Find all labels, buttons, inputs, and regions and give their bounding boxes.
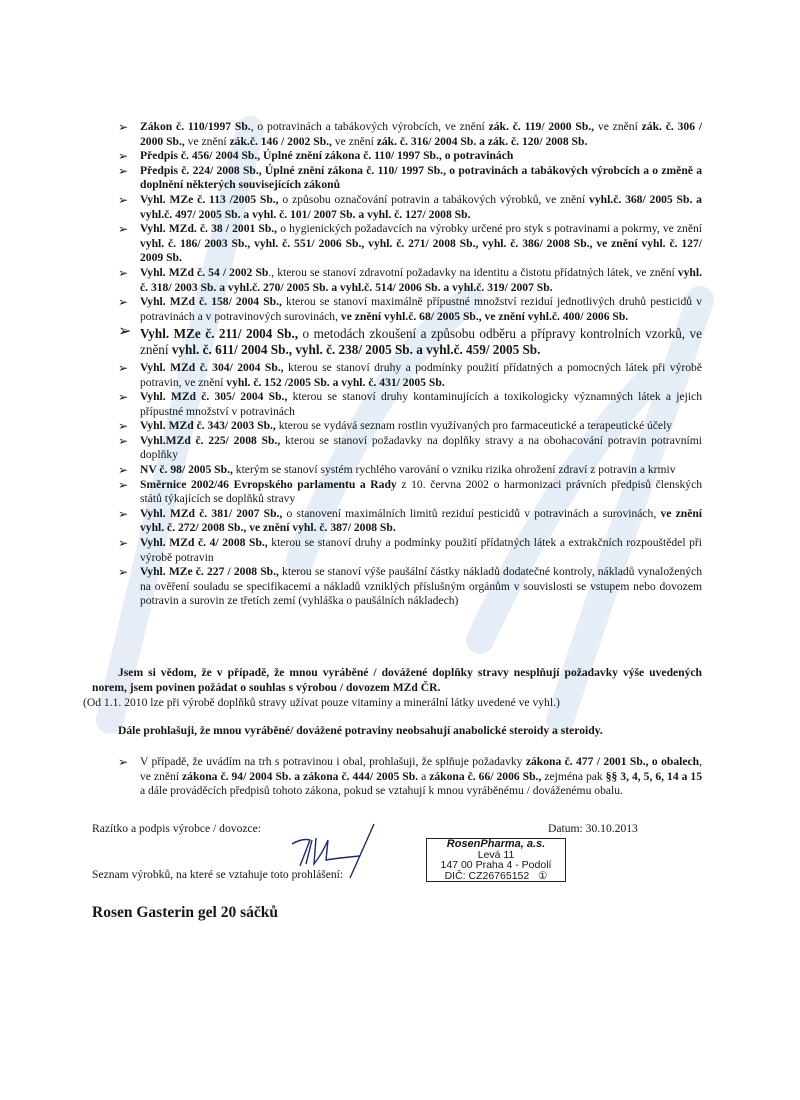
bold-text: Zákon č. 110/1997 Sb.: [140, 120, 251, 133]
text: o hygienických požadavcích na výrobky určené pro styk s potravinami a pokrmy, ve znění: [277, 222, 703, 236]
text: V případě, že uvádím na trh s potravinou i obal, prohlašuji, že splňuje požadavky: [140, 755, 526, 768]
text: a dále prováděcích předpisů tohoto zákona, pokud se vztahují k mnou vyráběnému / dováženému obalu.: [140, 784, 623, 798]
product-name: Rosen Gasterin gel 20 sáčků: [92, 904, 278, 921]
bold-text: zákona č. 94/ 2004 Sb. a zákona č. 444/ 2005 Sb.: [182, 769, 419, 783]
text: kterou se stanoví maximálně přípustné množství reziduí jednotlivých druhů pesticidů v potravinách a v potravinových surovinách,: [140, 295, 702, 323]
text: zejména pak: [541, 769, 606, 783]
bold-text: zák. č. 316/ 2004 Sb. a zák. č. 120/ 2008 Sb.: [376, 134, 588, 148]
arrow-bullet-icon: ➢: [118, 565, 129, 580]
bold-text: Vyhl. MZd č. 304/ 2004 Sb.,: [140, 360, 284, 374]
steroids-statement: Dále prohlašuji, že mnou vyráběné/ dovážené potraviny neobsahují anabolické steroidy a steroidy.: [118, 724, 603, 737]
arrow-bullet-icon: ➢: [118, 506, 129, 521]
bold-text: §§ 3, 4, 5, 6, 14 a 15: [605, 769, 702, 783]
list-item: [118, 323, 702, 358]
text: ve znění: [594, 120, 642, 133]
list-item: [118, 295, 702, 324]
list-item: [118, 120, 702, 149]
arrow-bullet-icon: ➢: [118, 323, 132, 341]
list-item: [118, 434, 702, 463]
signature-label: Razítko a podpis výrobce / dovozce:: [92, 822, 262, 835]
text: , ve znění: [140, 755, 702, 783]
arrow-bullet-icon: ➢: [118, 163, 129, 178]
list-item: [118, 222, 702, 266]
bold-text: Vyhl. MZd. č. 38 / 2001 Sb.,: [140, 222, 278, 236]
bold-text: vyhl. č. 318/ 2003 Sb. a vyhl.č. 270/ 2005 Sb. a vyhl.č. 514/ 2006 Sb. a vyhl.č. 319/ 2007 Sb.: [140, 265, 702, 294]
text: kterou se stanoví požadavky na doplňky stravy a na obohacování potravin potravními doplňky: [140, 433, 702, 462]
list-item: [118, 390, 702, 419]
text: kterou se stanoví výše paušální částky nákladů dodatečné kontroly, nákladů vynaložených na ověření souladu se specifikacemi a nákladů vzniklých příslušným orgánům v souvislosti se vstupem nebo dovozem potravin a surovin ze třetích zemí (vyhláška o paušálních nákladech): [140, 565, 702, 608]
text: ve znění: [184, 134, 230, 148]
awareness-statement: Jsem si vědom, že v případě, že mnou vyráběné / dovážené doplňky stravy nesplňují požadavky výše uvedených norem, jsem povinen požádat o souhlas s výrobou / dovozem MZd ČR.: [92, 666, 702, 694]
products-label: Seznam výrobků, na které se vztahuje toto prohlášení:: [92, 868, 344, 881]
bold-text: zákona č. 66/ 2006 Sb.,: [429, 769, 542, 783]
arrow-bullet-icon: ➢: [118, 149, 129, 164]
vitamins-note: (Od 1.1. 2010 lze při výrobě doplňků stravy užívat pouze vitamíny a minerální látky uvedené ve vyhl.): [83, 696, 560, 709]
list-item: [118, 463, 702, 478]
arrow-bullet-icon: ➢: [118, 390, 129, 405]
list-item: [118, 149, 702, 164]
bold-text: Vyhl. MZd č. 381/ 2007 Sb.,: [140, 506, 283, 520]
list-item: [118, 755, 702, 799]
arrow-bullet-icon: ➢: [118, 360, 129, 375]
stamp-mark: ①: [537, 869, 548, 882]
bold-text: vyhl. č. 152 /2005 Sb. a vyhl. č. 431/ 2005 Sb.: [226, 375, 445, 389]
list-item: [118, 164, 702, 193]
list-item: [118, 536, 702, 565]
text: kterou se vydává seznam rostlin využívaných pro farmaceutické a terapeutické účely: [275, 419, 673, 433]
text: , o potravinách a tabákových výrobcích, ve znění: [250, 120, 489, 133]
list-item: [118, 419, 702, 434]
bold-text: Vyhl.MZd č. 225/ 2008 Sb.,: [140, 433, 281, 447]
text: ve znění: [331, 134, 377, 148]
text: o metodách zkoušení a způsobu odběru a přípravy kontrolních vzorků, ve znění: [140, 326, 702, 358]
text: ., kterou se stanoví zdravotní požadavky na identitu a čistotu přídatných látek, ve znění: [268, 265, 678, 279]
text: kterou se stanoví druhy a podmínky použití přídatných a pomocných látek při výrobě potravin, ve znění: [140, 360, 703, 389]
text: kterou se stanoví druhy a podmínky použití přídatných látek a extrakčních rozpouštědel při výrobě potravin: [140, 536, 703, 564]
company-stamp: [426, 838, 566, 882]
date: Datum: 30.10.2013: [548, 822, 638, 835]
arrow-bullet-icon: ➢: [118, 192, 129, 207]
arrow-bullet-icon: ➢: [118, 419, 129, 434]
arrow-bullet-icon: ➢: [118, 463, 129, 478]
bold-text: vyhl.č. 368/ 2005 Sb. a vyhl.č. 497/ 2005 Sb. a vyhl. č. 101/ 2007 Sb. a vyhl. č. 127/ 2008 Sb.: [140, 192, 702, 221]
list-item: [118, 507, 702, 536]
bold-text: zák.č. 146 / 2002 Sb.,: [229, 134, 332, 148]
bold-text: vyhl. č. 186/ 2003 Sb., vyhl. č. 551/ 2006 Sb., vyhl. č. 271/ 2008 Sb., vyhl. č. 386/ 2008 Sb., ve znění vyhl. č. 127/ 2009 Sb.: [140, 236, 702, 265]
stamp-street: Levá 11: [477, 848, 515, 861]
list-item: [118, 565, 702, 609]
bold-text: Vyhl. MZd č. 158/ 2004 Sb.,: [140, 295, 282, 309]
text: a: [418, 769, 430, 783]
bold-text: Vyhl. MZd č. 305/ 2004 Sb.,: [140, 390, 288, 404]
arrow-bullet-icon: ➢: [118, 265, 129, 280]
text: kterou se stanoví druhy kontaminujících a toxikologicky významných látek a jejich přípustné množství v potravinách: [140, 390, 702, 418]
arrow-bullet-icon: ➢: [118, 222, 129, 237]
packaging-list: [118, 755, 702, 799]
stamp-city: 147 00 Praha 4 - Podolí: [440, 859, 552, 871]
bold-text: ve znění vyhl. č. 272/ 2008 Sb., ve znění vyhl. č. 387/ 2008 Sb.: [140, 506, 703, 535]
bold-text: Vyhl. MZe č. 211/ 2004 Sb.,: [140, 326, 299, 342]
bold-text: ve znění vyhl.č. 68/ 2005 Sb., ve znění vyhl.č. 400/ 2006 Sb.: [340, 309, 629, 323]
bold-text: vyhl. č. 611/ 2004 Sb., vyhl. č. 238/ 2005 Sb. a vyhl.č. 459/ 2005 Sb.: [171, 342, 541, 358]
bold-text: NV č. 98/ 2005 Sb.,: [140, 463, 233, 477]
arrow-bullet-icon: ➢: [118, 755, 129, 769]
list-item: [118, 266, 702, 295]
stamp-dic: DIČ: CZ26765152: [444, 869, 530, 882]
legislation-list: [118, 120, 702, 609]
text: z 10. června 2002 o harmonizaci právních předpisů členských států týkajících se doplňků stravy: [140, 477, 703, 506]
bold-text: Předpis č. 224/ 2008 Sb., Úplné znění zákona č. 110/ 1997 Sb., o potravinách a tabákových výrobcích a o změně a doplnění některých souvisejících zákonů: [140, 163, 702, 192]
bold-text: Vyhl. MZe č. 227 / 2008 Sb.,: [140, 565, 279, 579]
arrow-bullet-icon: ➢: [118, 433, 129, 448]
bold-text: Vyhl. MZe č. 113 /2005 Sb.,: [140, 192, 279, 206]
arrow-bullet-icon: ➢: [118, 295, 129, 310]
bold-text: zák. č. 306 / 2000 Sb.,: [140, 120, 703, 148]
text: o stanovení maximálních limitů reziduí pesticidů v potravinách a surovinách,: [282, 506, 661, 520]
arrow-bullet-icon: ➢: [118, 536, 129, 551]
stamp-company: RosenPharma, a.s.: [446, 838, 546, 850]
list-item: [118, 193, 702, 222]
bold-text: Vyhl. MZd č. 54 / 2002 Sb: [140, 265, 269, 279]
list-item: [118, 478, 702, 507]
bold-text: Vyhl. MZd č. 343/ 2003 Sb.,: [140, 419, 276, 433]
bold-text: Směrnice 2002/46 Evropského parlamentu a Rady: [140, 477, 397, 491]
list-item: [118, 361, 702, 390]
bold-text: zákona č. 477 / 2001 Sb., o obalech: [525, 755, 700, 768]
bold-text: Předpis č. 456/ 2004 Sb., Úplné znění zákona č. 110/ 1997 Sb., o potravinách: [140, 149, 514, 163]
text: o způsobu označování potravin a tabákových výrobků, ve znění: [278, 192, 590, 206]
arrow-bullet-icon: ➢: [118, 120, 129, 134]
text: kterým se stanoví systém rychlého varování o vzniku rizika ohrožení zdraví z potravin a krmiv: [232, 463, 676, 477]
arrow-bullet-icon: ➢: [118, 477, 129, 492]
bold-text: Vyhl. MZd č. 4/ 2008 Sb.,: [140, 536, 268, 550]
bold-text: zák. č. 119/ 2000 Sb.,: [488, 120, 595, 133]
